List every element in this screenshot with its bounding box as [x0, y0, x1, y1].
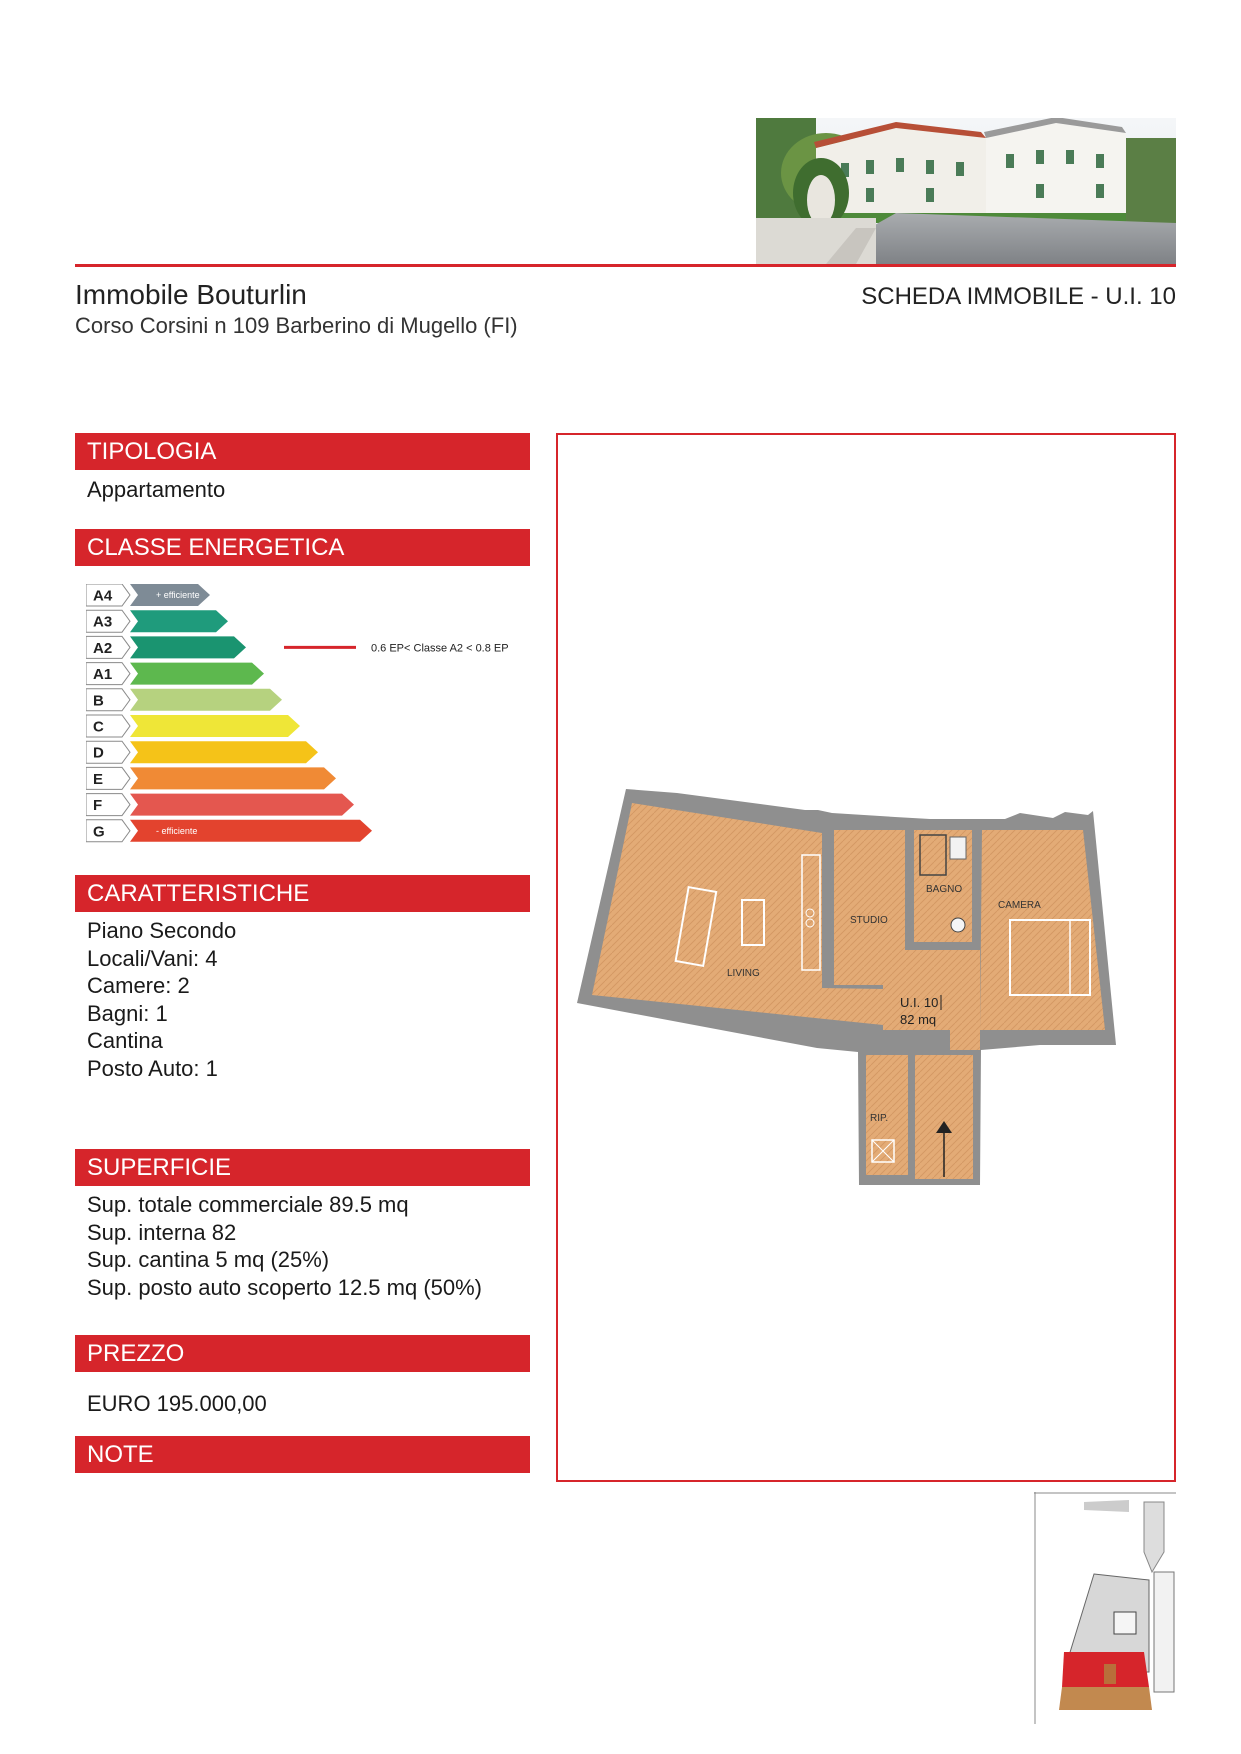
energy-class-arrow [130, 794, 354, 816]
energy-class-a2 [86, 636, 246, 658]
floorplan [570, 785, 1165, 1195]
energy-class-label: A4 [93, 587, 113, 605]
room-label-bagno: BAGNO [926, 884, 963, 895]
energy-class-a1 [86, 663, 264, 685]
list-item: Piano Secondo [87, 918, 237, 943]
shower-icon [950, 837, 966, 859]
energy-class-label: B [93, 692, 104, 710]
building-photo [756, 118, 1176, 264]
superficie-list [87, 1191, 482, 1301]
section-bar-caratteristiche: CARATTERISTICHE [75, 875, 530, 912]
energy-class-arrow [130, 663, 264, 685]
room-label-camera: CAMERA [998, 900, 1041, 911]
toilet-icon [951, 918, 965, 932]
energy-class-g [86, 820, 372, 842]
energy-class-arrow [130, 741, 318, 763]
energy-class-c [86, 715, 300, 737]
energy-class-d [86, 741, 318, 763]
energy-class-f [86, 794, 354, 816]
energy-class-arrow [130, 610, 228, 632]
list-item: Sup. posto auto scoperto 12.5 mq (50%) [87, 1274, 483, 1300]
unit-area: 82 mq [900, 1012, 937, 1027]
energy-class-chart [86, 584, 536, 848]
list-item: Locali/Vani: 4 [87, 945, 218, 971]
property-title: Immobile Bouturlin [75, 279, 307, 310]
energy-class-arrow [130, 636, 246, 658]
room-label-living: LIVING [727, 968, 760, 979]
camera-room [980, 830, 1105, 1030]
energy-class-label: F [93, 797, 103, 815]
energy-class-label: C [93, 718, 104, 736]
energy-class-label: E [93, 770, 104, 788]
energy-class-label: A2 [93, 639, 113, 657]
header-rule [75, 264, 1176, 267]
list-item: Posto Auto: 1 [87, 1055, 218, 1081]
list-item: Cantina [87, 1028, 163, 1054]
section-bar-prezzo: PREZZO [75, 1335, 530, 1372]
price-value: EURO 195.000,00 [87, 1391, 267, 1416]
energy-class-label: A3 [93, 613, 113, 631]
list-item: Sup. interna 82 [87, 1219, 237, 1245]
energy-class-arrow [130, 715, 300, 737]
room-label-rip: RIP. [870, 1113, 889, 1124]
section-bar-note: NOTE [75, 1436, 530, 1473]
energy-class-a3 [86, 610, 228, 632]
energy-class-label: D [93, 744, 104, 762]
energy-class-label: G [93, 823, 105, 841]
section-bar-tipologia: TIPOLOGIA [75, 433, 530, 470]
section-bar-superficie: SUPERFICIE [75, 1149, 530, 1186]
sheet-label: SCHEDA IMMOBILE - U.I. 10 [861, 283, 1176, 310]
site-courtyard [1114, 1612, 1136, 1634]
room-label-studio: STUDIO [850, 915, 888, 926]
property-address: Corso Corsini n 109 Barberino di Mugello (FI) [75, 313, 518, 338]
list-item: Sup. cantina 5 mq (25%) [87, 1247, 330, 1273]
tipologia-value: Appartamento [87, 477, 226, 502]
site-location-map [1034, 1492, 1176, 1724]
energy-class-label: A1 [93, 666, 113, 684]
caratteristiche-list [87, 917, 236, 1083]
section-bar-classe-energetica: CLASSE ENERGETICA [75, 529, 530, 566]
energy-class-e [86, 767, 336, 789]
energy-class-b [86, 689, 282, 711]
energy-marker-label: 0.6 EP< Classe A2 < 0.8 EP [371, 642, 509, 655]
unit-label: U.I. 10 [900, 995, 939, 1010]
energy-note-top: + efficiente [156, 590, 200, 600]
energy-note-bottom: - efficiente [156, 825, 198, 836]
list-item: Bagni: 1 [87, 1000, 168, 1026]
list-item: Sup. totale commerciale 89.5 mq [87, 1192, 409, 1217]
list-item: Camere: 2 [87, 973, 190, 999]
energy-class-arrow [130, 767, 336, 789]
energy-class-arrow [130, 689, 282, 711]
